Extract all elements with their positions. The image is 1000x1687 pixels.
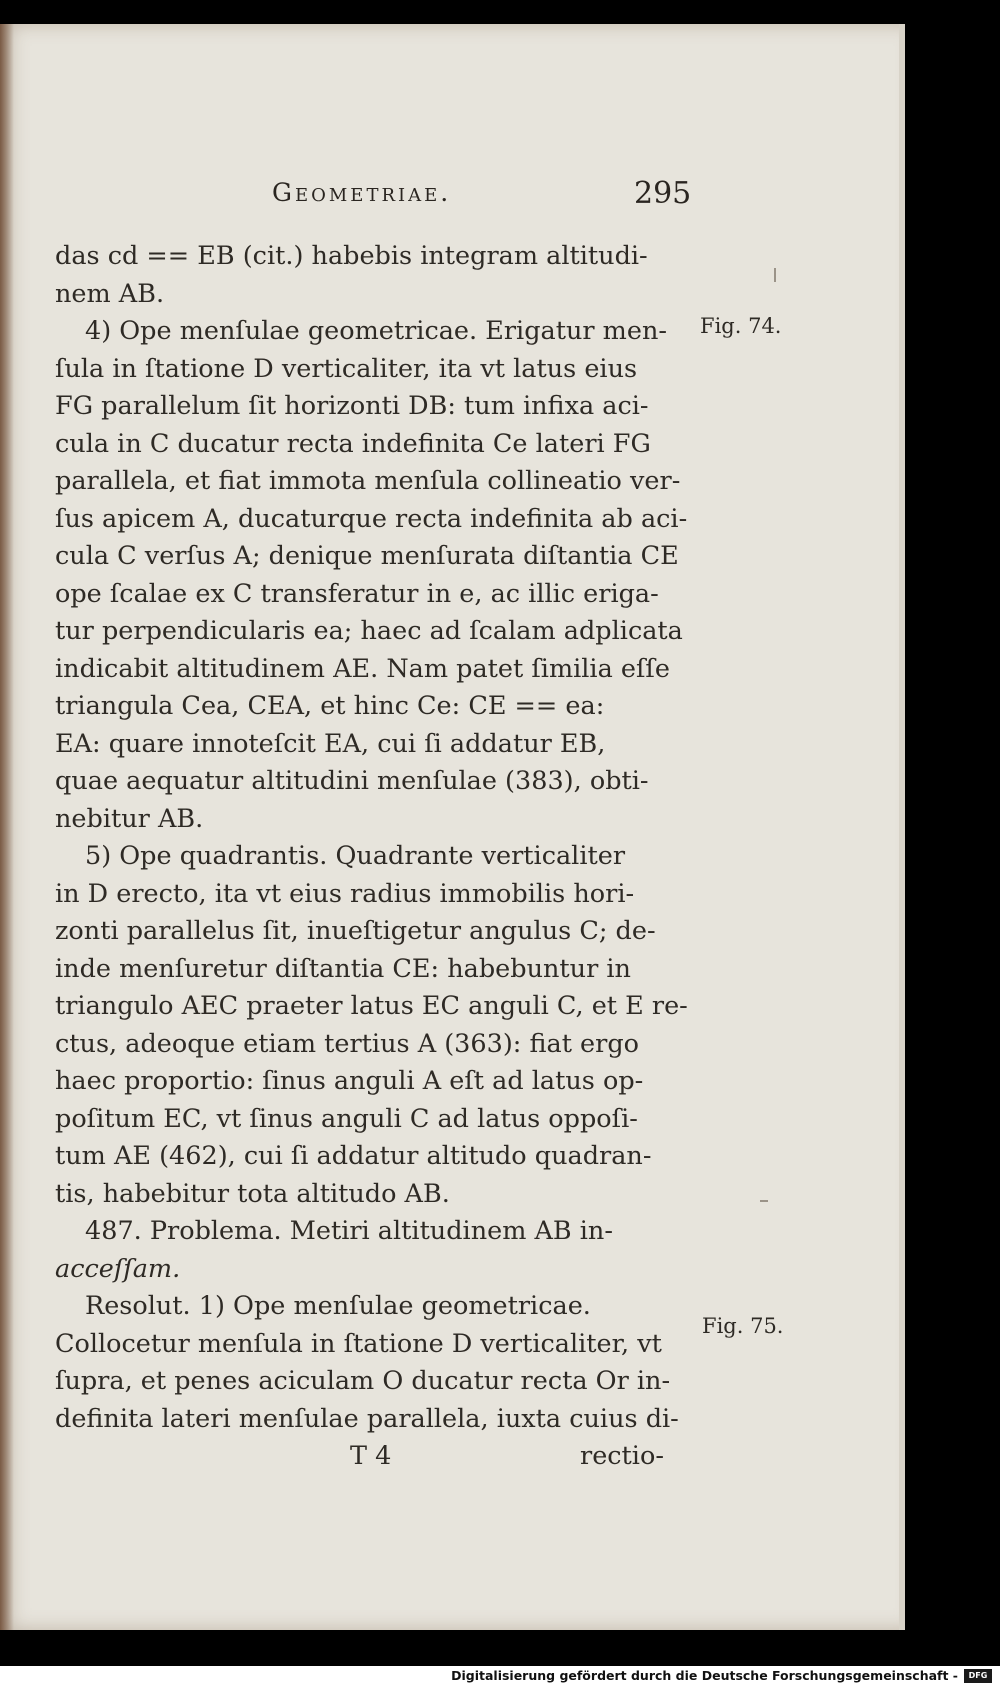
text-line: ope ſcalae ex C transferatur in e, ac illic eriga-	[55, 578, 659, 609]
text-line: triangula Cea, CEA, et hinc Ce: CE == ea:	[55, 691, 605, 721]
text-line: tis, habebitur tota altitudo AB.	[55, 1178, 450, 1209]
text-line: acceſſam.	[55, 1253, 181, 1284]
text-line: cula in C ducatur recta indefinita Ce lateri FG	[55, 428, 651, 459]
binding-shadow	[0, 24, 14, 1630]
text-line: ſupra, et penes aciculam O ducatur recta Or in-	[55, 1366, 671, 1396]
book-page	[0, 24, 905, 1630]
text-line: quae aequatur altitudini menſulae (383), obti-	[55, 766, 649, 796]
text-line: definita lateri menſulae parallela, iuxta cuius di-	[55, 1403, 679, 1434]
catchword: rectio-	[580, 1441, 664, 1471]
resolution-heading: Resolut. 1) Ope menſulae geometricae.	[85, 1291, 591, 1321]
footer-credit: Digitalisierung gefördert durch die Deutsche Forschungsgemeinschaft -	[451, 1668, 958, 1683]
text-line: tur perpendicularis ea; haec ad ſcalam adplicata	[55, 616, 683, 646]
dfg-logo: DFG	[964, 1669, 992, 1683]
text-line: in D erecto, ita vt eius radius immobilis hori-	[55, 878, 635, 909]
margin-mark	[774, 268, 776, 282]
text-line: inde menſuretur diſtantia CE: habebuntur in	[55, 953, 631, 984]
text-line: 4) Ope menſulae geometricae. Erigatur men-	[85, 316, 667, 346]
footer-bar	[0, 1666, 1000, 1687]
margin-note-fig75: Fig. 75.	[702, 1314, 784, 1338]
problem-heading: 487. Problema. Metiri altitudinem AB in-	[85, 1216, 613, 1246]
text-line: das cd == EB (cit.) habebis integram altitudi-	[55, 241, 648, 271]
text-line: nem AB.	[55, 278, 165, 309]
text-line: ſula in ſtatione D verticaliter, ita vt latus eius	[55, 353, 638, 384]
margin-mark	[760, 1200, 768, 1202]
page-number: 295	[634, 176, 692, 211]
text-line: Collocetur menſula in ſtatione D verticaliter, vt	[55, 1328, 662, 1359]
text-line: FG parallelum ſit horizonti DB: tum infixa aci-	[55, 391, 649, 421]
text-line: poſitum EC, vt ſinus anguli C ad latus oppoſi-	[55, 1103, 638, 1134]
text-line: nebitur AB.	[55, 803, 204, 834]
signature-line	[55, 1438, 695, 1476]
margin-note-fig74: Fig. 74.	[700, 314, 782, 338]
signature-mark: T 4	[350, 1441, 392, 1471]
page-header	[0, 170, 905, 218]
text-line: triangulo AEC praeter latus EC anguli C, et E re-	[55, 991, 688, 1021]
text-line: parallela, et fiat immota menſula collineatio ver-	[55, 466, 681, 496]
page-edge	[899, 24, 905, 1630]
running-title: Geometriae.	[272, 178, 452, 207]
text-line: ctus, adeoque etiam tertius A (363): fiat ergo	[55, 1028, 639, 1059]
text-line: 5) Ope quadrantis. Quadrante verticaliter	[85, 841, 626, 871]
text-line: tum AE (462), cui ſi addatur altitudo quadran-	[55, 1141, 652, 1171]
text-line: zonti parallelus ſit, inueſtigetur angulus C; de-	[55, 916, 656, 946]
text-line: haec proportio: ſinus anguli A eſt ad latus op-	[55, 1066, 644, 1096]
text-line: ſus apicem A, ducaturque recta indefinita ab aci-	[55, 503, 688, 534]
text-line: EA: quare innoteſcit EA, cui ſi addatur EB,	[55, 728, 606, 759]
body-text	[55, 238, 695, 1476]
text-line: cula C verſus A; denique menſurata diſtantia CE	[55, 541, 679, 571]
text-line: indicabit altitudinem AE. Nam patet ſimilia eſſe	[55, 653, 670, 684]
